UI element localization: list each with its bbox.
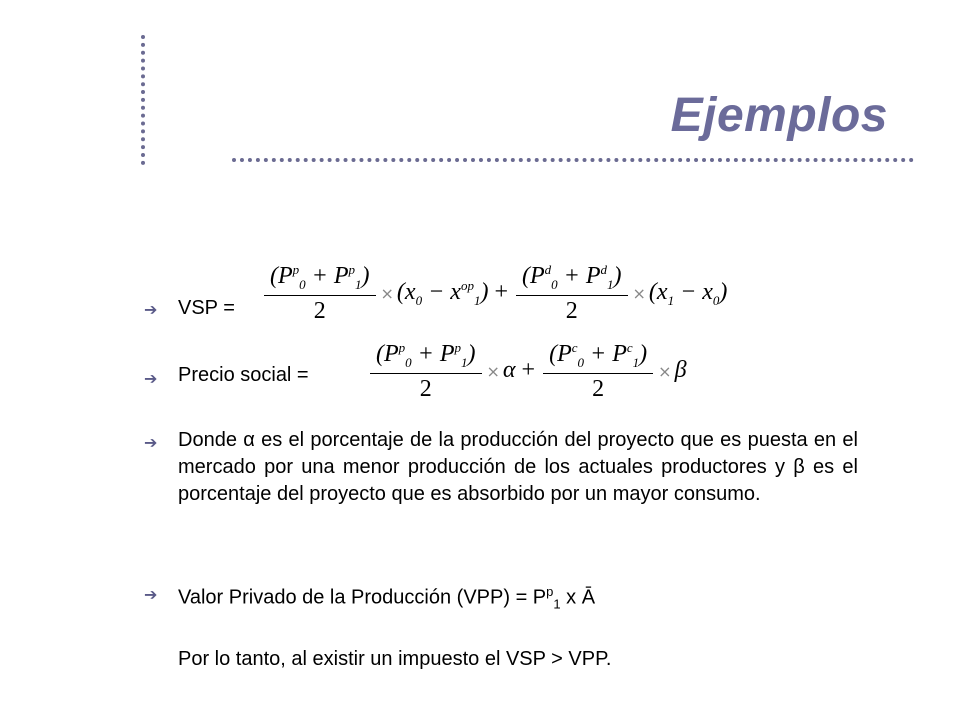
slide-title: Ejemplos — [670, 89, 888, 142]
vpp-line: Valor Privado de la Producción $(VPP) = P^p_1$ x Ā — [178, 584, 596, 612]
precio-social-formula: $\frac{(P^p_0 + P^p_1)}{2}$ × α + $\frac{(P^c_0 + P^c_1)}{2}$ × β — [368, 340, 687, 403]
donde-paragraph: Donde α es el porcentaje de la producción del proyecto que es puesta en el mercado por una menor producción de los actuales productores y β es el porcentaje del proyecto que es absorbido por un mayor consumo. — [178, 429, 859, 505]
conclusion-text: Por lo tanto, al existir un impuesto el VSP > VPP. — [178, 648, 612, 670]
alpha-symbol: α — [243, 429, 255, 451]
precio-social-label: Precio social = — [178, 364, 309, 386]
bullet-arrow-icon: ➔ — [144, 435, 158, 452]
bullet-arrow-icon: ➔ — [144, 302, 158, 319]
decorative-horizontal-dots — [232, 158, 914, 162]
bullet-arrow-icon: ➔ — [144, 371, 158, 388]
beta-symbol: β — [793, 456, 805, 478]
decorative-vertical-dots — [141, 35, 145, 165]
vsp-formula: $\frac{(P^p_0 + P^p_1)}{2}$ × $(x_0 - x^{op}_1)$ + $\frac{(P^d_0 + P^d_1)}{2}$ × $(x_1 - x_0)$ — [262, 262, 727, 325]
vsp-label: VSP = — [178, 297, 235, 319]
bullet-arrow-icon: ➔ — [144, 587, 158, 604]
